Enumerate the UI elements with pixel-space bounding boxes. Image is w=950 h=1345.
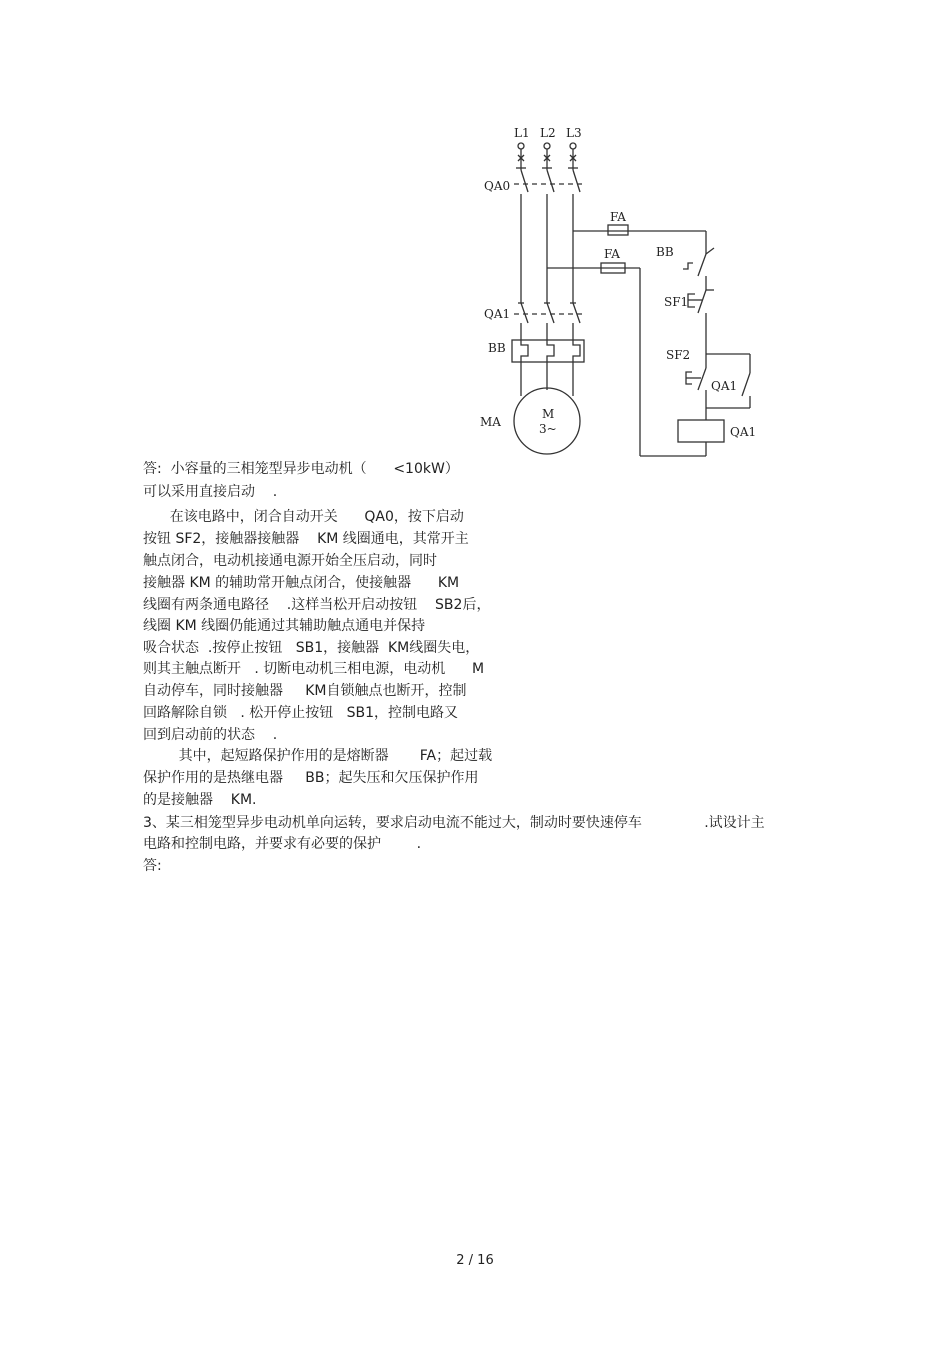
stop-button-sf1 [688,290,714,354]
answer-label: 答: [143,858,162,874]
label-l3: L3 [566,126,582,140]
motor-m-label: M [542,407,555,421]
label-sf1: SF1 [664,295,689,309]
label-sf2: SF2 [666,348,691,362]
motor-ma [514,388,580,454]
text-line: 的是接触器 KM. [143,792,257,808]
text-line: 保护作用的是热继电器 BB；起失压和欠压保护作用 [143,770,479,786]
text-line: 按钮 SF2，接触器接触器 KM 线圈通电，其常开主 [143,531,469,547]
text-line: 在该电路中，闭合自动开关 QA0，按下启动 [143,509,464,525]
question-line: 3、某三相笼型异步电动机单向运转，要求启动电流不能过大，制动时要快速停车 .试设计主 [143,815,765,831]
text-line: 回路解除自锁 . 松开停止按钮 SB1，控制电路又 [143,705,458,721]
text-line: 吸合状态 .按停止按钮 SB1，接触器 KM线圈失电， [143,640,480,656]
text-line: 其中，起短路保护作用的是熔断器 FA；起过载 [143,748,493,764]
contactor-coil-qa1 [678,420,724,442]
label-ma: MA [480,415,501,429]
label-qa0: QA0 [484,179,511,193]
text-line: 回到启动前的状态 . [143,727,278,743]
label-l1: L1 [514,126,530,140]
label-l2: L2 [540,126,556,140]
contactor-main-contacts-qa1 [514,303,582,340]
question-line: 电路和控制电路，并要求有必要的保护 . [143,836,422,852]
label-bb-relay: BB [656,245,674,259]
label-qa1-main: QA1 [484,307,511,321]
label-fa-top: FA [610,210,626,224]
motor-control-circuit-diagram [470,118,770,464]
text-line: 自动停车，同时接触器 KM自锁触点也断开，控制 [143,683,467,699]
label-qa1-contact: QA1 [711,379,738,393]
fuse-fa-top [608,225,628,235]
motor-phase-label: 3~ [539,422,557,436]
breaker-qa0 [514,158,582,192]
text-line: 可以采用直接启动 . [143,484,278,500]
text-line: 触点闭合，电动机接通电源开始全压启动，同时 [143,553,437,569]
label-bb-main: BB [488,341,506,355]
text-line: 线圈 KM 线圈仍能通过其辅助触点通电并保持 [143,618,426,634]
page-number: 2 / 16 [456,1253,494,1268]
label-fa-bottom: FA [604,247,620,261]
thermal-relay-contact-bb [683,231,714,290]
text-line: 线圈有两条通电路径 .这样当松开启动按钮 SB2后， [143,597,491,613]
text-line: 则其主触点断开 . 切断电动机三相电源，电动机 M [143,661,485,677]
text-line: 接触器 KM 的辅助常开触点闭合，使接触器 KM [143,575,460,591]
text-line: 答: 小容量的三相笼型异步电动机（ <10kW） [143,461,459,477]
label-qa1-coil: QA1 [730,425,757,439]
